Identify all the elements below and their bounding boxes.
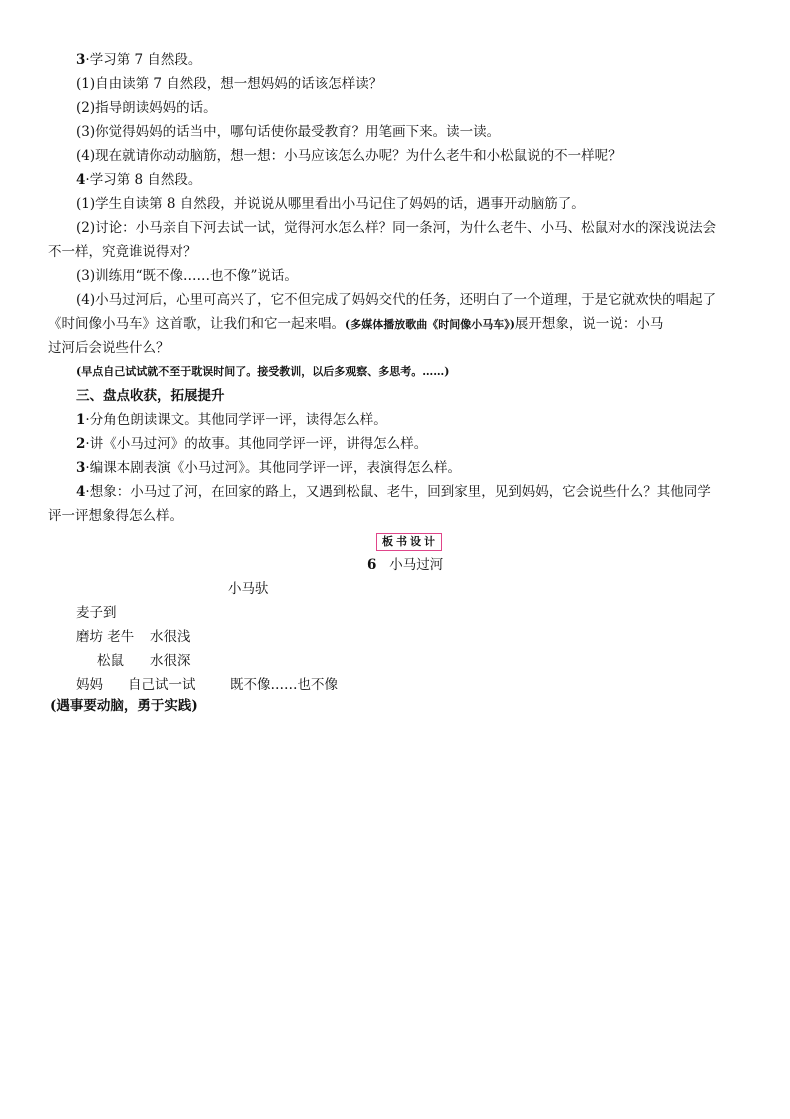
part-3-heading: 三、盘点收获，拓展提升 bbox=[76, 388, 225, 404]
board-design-label: 板书设计 bbox=[376, 533, 442, 551]
board-row-4b: 水很深 bbox=[150, 653, 191, 669]
board-row-5c: 既不像……也不像 bbox=[230, 677, 338, 693]
item-4-4-line3: 过河后会说些什么？ bbox=[48, 340, 170, 356]
task-1: 1·分角色朗读课文。其他同学评一评，读得怎么样。 bbox=[76, 412, 387, 428]
task-4-line2: 评一评想象得怎么样。 bbox=[48, 508, 183, 524]
board-row-4a: 松鼠 bbox=[97, 653, 124, 669]
task-2: 2·讲《小马过河》的故事。其他同学评一评，讲得怎么样。 bbox=[76, 436, 428, 452]
board-note: (遇事要动脑，勇于实践) bbox=[50, 698, 198, 714]
item-1: (1)自由读第 7 自然段，想一想妈妈的话该怎样读？ bbox=[76, 76, 383, 92]
item-3: (3)你觉得妈妈的话当中，哪句话使你最受教育？用笔画下来。读一读。 bbox=[76, 124, 501, 140]
task-3: 3·编课本剧表演《小马过河》。其他同学评一评，表演得怎么样。 bbox=[76, 460, 461, 476]
answer-note: (早点自己试试就不至于耽误时间了。接受教训，以后多观察、多思考。……) bbox=[76, 365, 450, 378]
item-4-4-line1: (4)小马过河后，心里可高兴了，它不但完成了妈妈交代的任务，还明白了一个道理，于是它就欢快的唱起了 bbox=[76, 292, 717, 308]
item-4: (4)现在就请你动动脑筋，想一想：小马应该怎么办呢？为什么老牛和小松鼠说的不一样呢？ bbox=[76, 148, 622, 164]
item-2: (2)指导朗读妈妈的话。 bbox=[76, 100, 217, 116]
board-row-3a: 磨坊 老牛 bbox=[76, 629, 135, 645]
item-4-4-line2: 《时间像小马车》这首歌，让我们和它一起来唱。(多媒体播放歌曲《时间像小马车》)展开想象，说一说：小马 bbox=[48, 316, 664, 332]
section-4-heading: 4·学习第 8 自然段。 bbox=[76, 172, 202, 188]
task-4-line1: 4·想象：小马过了河，在回家的路上，又遇到松鼠、老牛，回到家里，见到妈妈，它会说些什么？其他同学 bbox=[76, 484, 711, 500]
board-row-2: 麦子到 bbox=[76, 605, 117, 621]
board-title: 6 小马过河 bbox=[367, 557, 444, 573]
item-4-2-line2: 不一样，究竟谁说得对？ bbox=[48, 244, 197, 260]
item-4-1: (1)学生自读第 8 自然段，并说说从哪里看出小马记住了妈妈的话，遇事开动脑筋了。 bbox=[76, 196, 585, 212]
item-4-3: (3)训练用“既不像……也不像”说话。 bbox=[76, 268, 298, 284]
board-row-5b: 自己试一试 bbox=[128, 677, 196, 693]
board-row-5a: 妈妈 bbox=[76, 677, 103, 693]
board-row-3b: 水很浅 bbox=[150, 629, 191, 645]
board-row-1: 小马驮 bbox=[228, 581, 269, 597]
item-4-2-line1: (2)讨论：小马亲自下河去试一试，觉得河水怎么样？同一条河，为什么老牛、小马、松鼠对水的深浅说法会 bbox=[76, 220, 717, 236]
section-3-heading: 3·学习第 7 自然段。 bbox=[76, 52, 202, 68]
